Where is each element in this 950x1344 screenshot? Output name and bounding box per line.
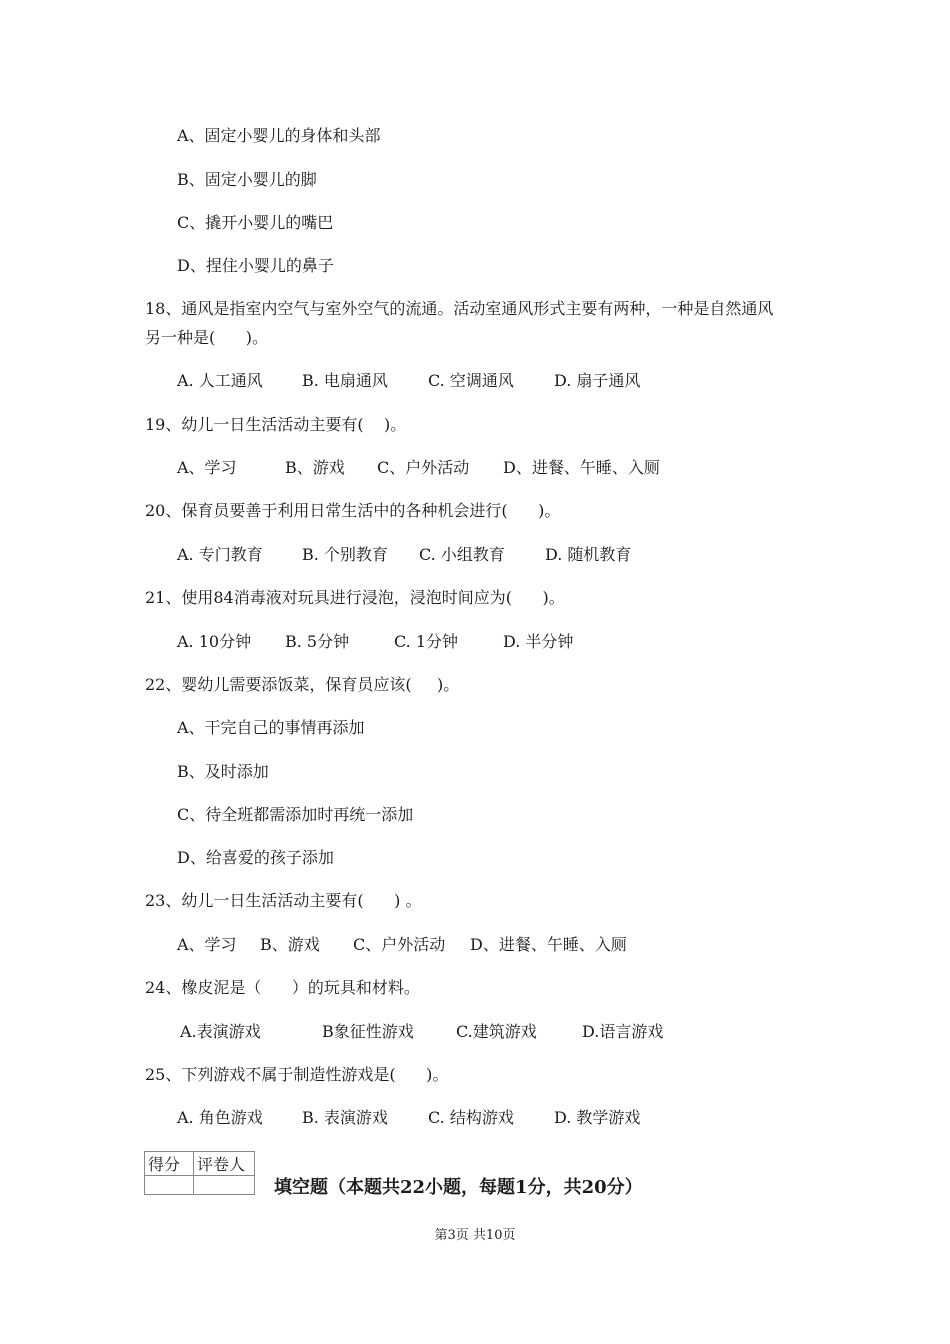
q22-option-c: C、待全班都需添加时再统一添加: [177, 805, 414, 824]
q24-option-a: A.表演游戏: [180, 1022, 261, 1041]
q21-option-c: C. 1分钟: [394, 632, 459, 651]
q25-option-d: D. 教学游戏: [554, 1108, 641, 1127]
q23-text: 23、幼儿一日生活活动主要有( ) 。: [145, 891, 422, 910]
q23-option-d: D、进餐、午睡、入厕: [470, 935, 627, 954]
q23-option-a: A、学习: [177, 935, 237, 954]
q20-option-c: C. 小组教育: [419, 545, 505, 564]
q17-option-c: C、撬开小婴儿的嘴巴: [177, 213, 334, 232]
q20-option-d: D. 随机教育: [545, 545, 632, 564]
q20-option-a: A. 专门教育: [177, 545, 263, 564]
q21-option-a: A. 10分钟: [177, 632, 252, 651]
q25-option-c: C. 结构游戏: [428, 1108, 514, 1127]
q25-option-b: B. 表演游戏: [302, 1108, 388, 1127]
q25-option-a: A. 角色游戏: [177, 1108, 263, 1127]
q22-option-b: B、及时添加: [177, 762, 269, 781]
q19-option-c: C、户外活动: [377, 458, 470, 477]
page-footer: 第3页 共10页: [434, 1228, 516, 1243]
q23-option-b: B、游戏: [260, 935, 320, 954]
section-title: 填空题（本题共22小题，每题1分，共20分）: [274, 1177, 643, 1198]
q21-text: 21、使用84消毒液对玩具进行浸泡，浸泡时间应为( )。: [145, 588, 565, 607]
q18-option-a: A. 人工通风: [177, 371, 263, 390]
q20-text: 20、保育员要善于利用日常生活中的各种机会进行( )。: [145, 501, 561, 520]
q21-option-d: D. 半分钟: [503, 632, 574, 651]
q19-option-a: A、学习: [177, 458, 237, 477]
q24-text: 24、橡皮泥是（ ）的玩具和材料。: [145, 978, 420, 997]
q23-option-c: C、户外活动: [353, 935, 446, 954]
q25-text: 25、下列游戏不属于制造性游戏是( )。: [145, 1065, 449, 1084]
q17-option-b: B、固定小婴儿的脚: [177, 170, 317, 189]
q19-option-d: D、进餐、午睡、入厕: [503, 458, 660, 477]
q21-option-b: B. 5分钟: [285, 632, 350, 651]
score-cell[interactable]: [145, 1176, 194, 1195]
q22-option-d: D、给喜爱的孩子添加: [177, 848, 334, 867]
q17-option-a: A、固定小婴儿的身体和头部: [177, 126, 381, 145]
q24-option-b: B象征性游戏: [322, 1022, 414, 1041]
score-table: [144, 1151, 255, 1195]
q18-option-b: B. 电扇通风: [302, 371, 388, 390]
q22-option-a: A、干完自己的事情再添加: [177, 718, 365, 737]
q24-option-d: D.语言游戏: [582, 1022, 664, 1041]
q18-text-line2: 另一种是( )。: [145, 328, 269, 347]
q19-option-b: B、游戏: [285, 458, 345, 477]
grader-cell[interactable]: [194, 1176, 255, 1195]
q18-option-d: D. 扇子通风: [554, 371, 641, 390]
q18-text-line1: 18、通风是指室内空气与室外空气的流通。活动室通风形式主要有两种，一种是自然通风: [145, 299, 774, 318]
q17-option-d: D、捏住小婴儿的鼻子: [177, 256, 334, 275]
q22-text: 22、婴幼儿需要添饭菜，保育员应该( )。: [145, 675, 460, 694]
q18-option-c: C. 空调通风: [428, 371, 514, 390]
q19-text: 19、幼儿一日生活活动主要有( )。: [145, 415, 407, 434]
q24-option-c: C.建筑游戏: [456, 1022, 537, 1041]
score-header: 得分: [145, 1152, 194, 1176]
grader-header: 评卷人: [194, 1152, 255, 1176]
q20-option-b: B. 个别教育: [302, 545, 388, 564]
